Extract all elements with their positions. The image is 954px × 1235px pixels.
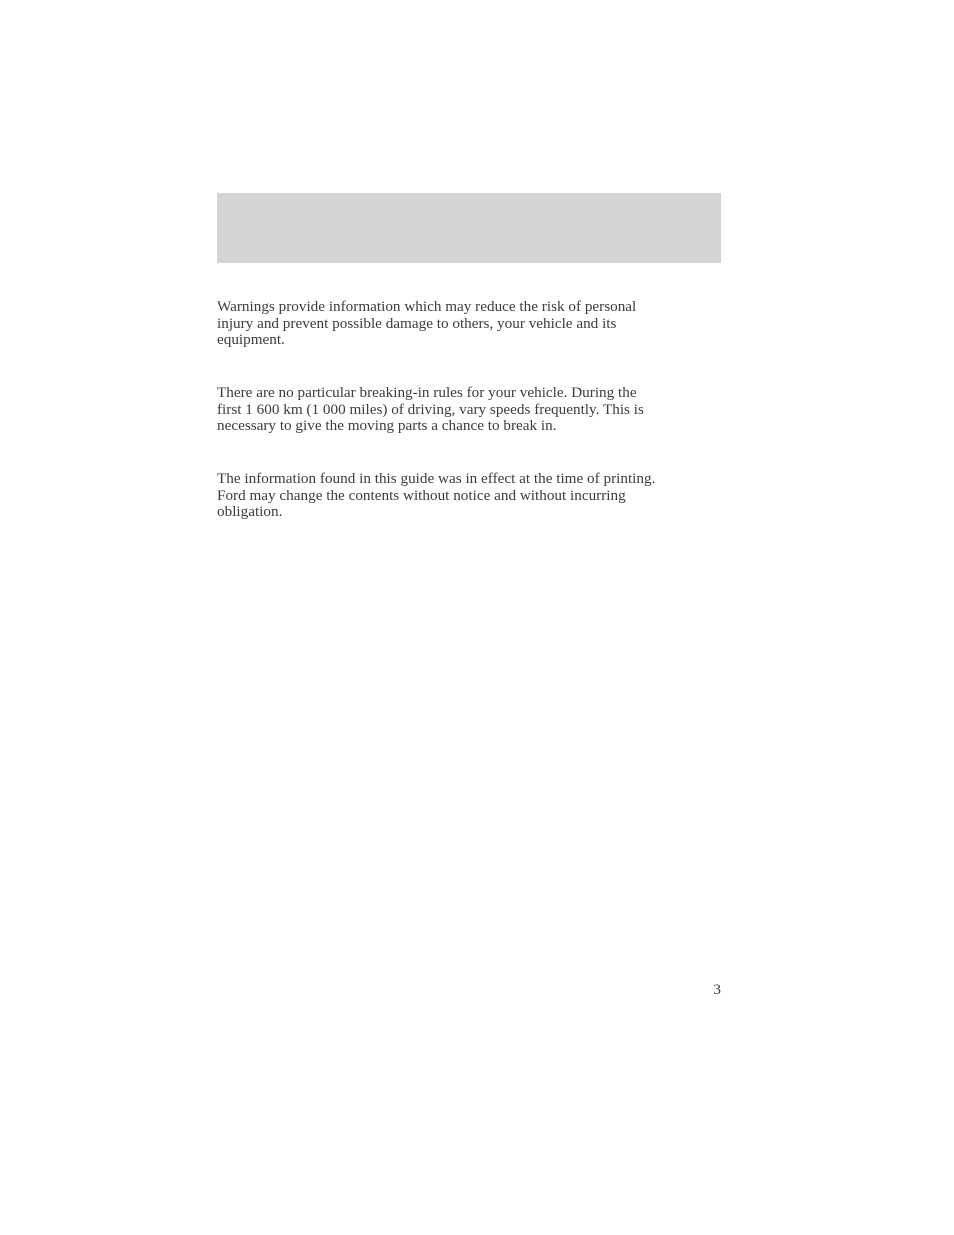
warnings-paragraph: Warnings provide information which may reduce the risk of personal injury and prevent possible damage to others, your vehicle and its equipment. <box>217 298 637 349</box>
section-header-band <box>217 193 721 263</box>
page-number: 3 <box>713 981 721 998</box>
breaking-in-paragraph: There are no particular breaking-in rules for your vehicle. During the first 1 600 km (1 000 miles) of driving, vary speeds frequently. This is necessary to give the moving parts a chance to break in. <box>217 384 644 435</box>
printing-notice-paragraph: The information found in this guide was in effect at the time of printing. Ford may change the contents without notice and without incurring obligation. <box>217 470 656 521</box>
